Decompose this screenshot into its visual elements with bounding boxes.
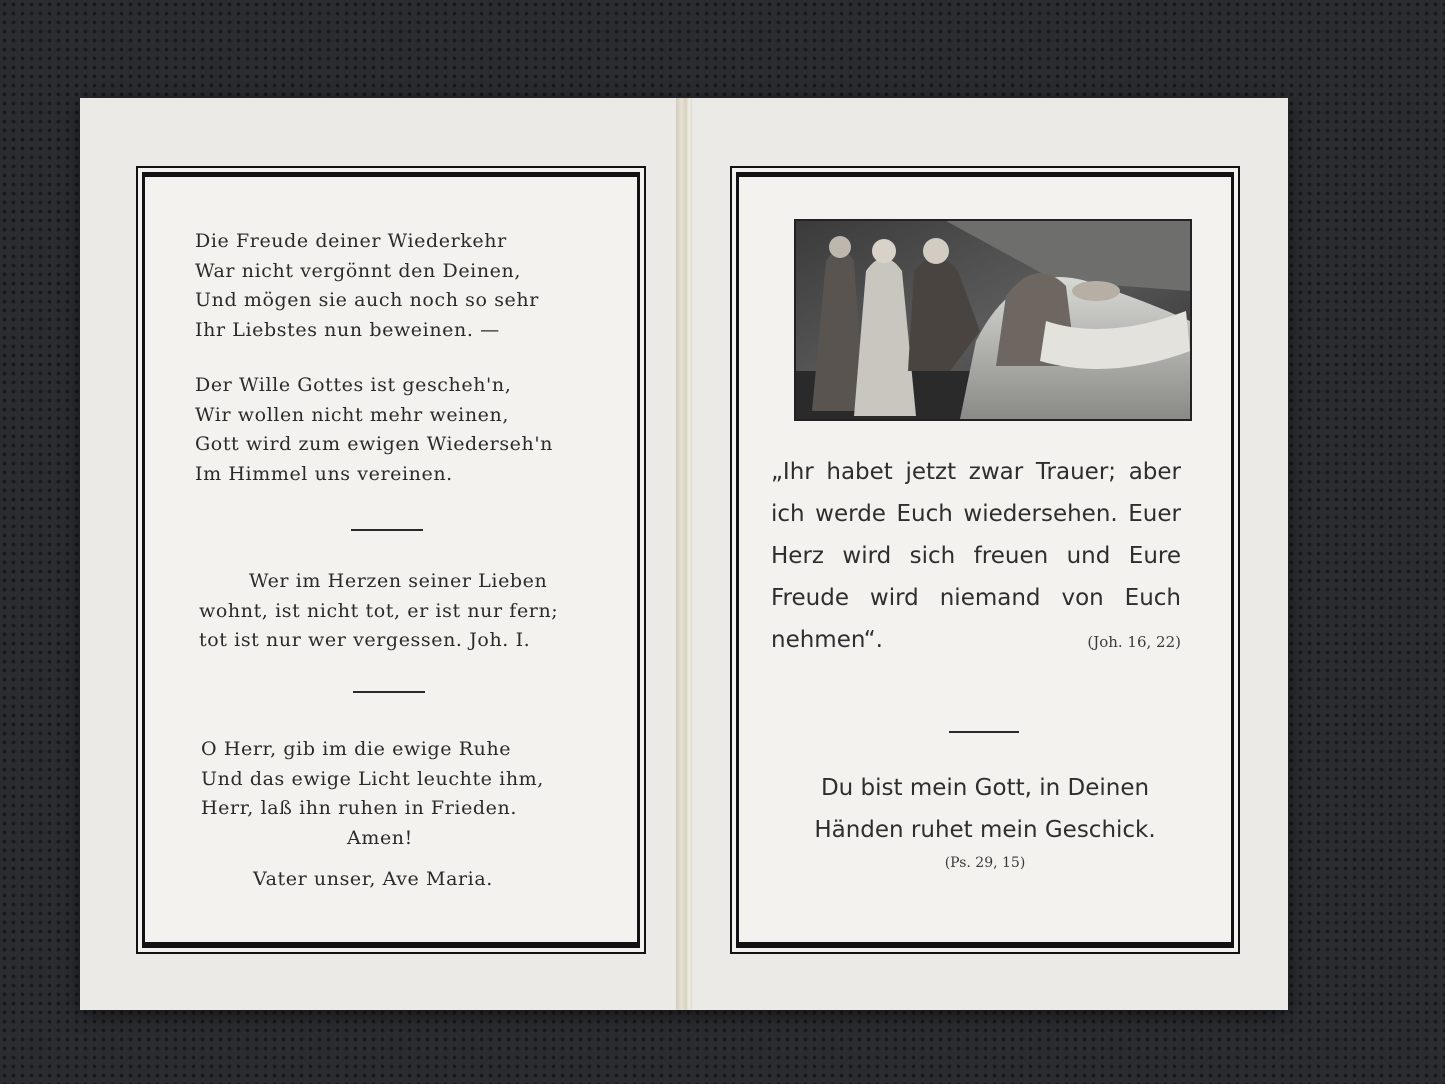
verse-line: Händen ruhet mein Geschick. (814, 817, 1156, 843)
verse-line: Du bist mein Gott, in Deinen (820, 775, 1150, 801)
right-mourning-border (736, 172, 1234, 948)
quote-line: „Ihr habet jetzt zwar Trauer; aber (771, 459, 1181, 485)
stanza-line: Wir wollen nicht mehr weinen, (195, 403, 509, 426)
stanza-line: Ihr Liebstes nun beweinen. — (195, 318, 500, 341)
stanza-line: Die Freude deiner Wiederkehr (195, 230, 507, 252)
stanza-line: tot ist nur wer vergessen. Joh. I. (199, 629, 531, 651)
divider (353, 691, 425, 693)
stanza-line: Der Wille Gottes ist gescheh'n, (195, 374, 512, 396)
stanza-line: War nicht vergönnt den Deinen, (195, 259, 521, 282)
prayer-line: O Herr, gib im die ewige Ruhe (201, 738, 512, 760)
quote-line: Herz wird sich freuen und Eure (771, 543, 1181, 569)
prayer-amen: Amen! (347, 826, 413, 849)
divider (949, 731, 1019, 733)
quote-reference: (Joh. 16, 22) (1087, 633, 1181, 651)
stanza-2 (195, 371, 553, 489)
memorial-card (80, 98, 1288, 1010)
stanza-line: wohnt, ist nicht tot, er ist nur fern; (199, 599, 559, 622)
divider (351, 529, 423, 531)
verse-reference: (Ps. 29, 15) (944, 855, 1026, 871)
stanza-line: Und mögen sie auch noch so sehr (195, 289, 539, 311)
quote-line: nehmen“. (771, 627, 883, 653)
quote-line: Freude wird niemand von Euch (771, 585, 1181, 611)
stanza-line: Im Himmel uns vereinen. (195, 462, 453, 485)
left-mourning-border (142, 172, 640, 948)
quote-last-line (771, 619, 1181, 663)
stanza-1 (195, 227, 539, 345)
prayer (201, 735, 544, 853)
prayer-line: Herr, laß ihn ruhen in Frieden. (201, 797, 517, 819)
psalm-verse (739, 767, 1231, 851)
bible-quote (771, 451, 1181, 663)
stanza-line: Wer im Herzen seiner Lieben (249, 570, 548, 592)
stanza-line: Gott wird zum ewigen Wiederseh'n (195, 433, 554, 455)
prayer-line: Und das ewige Licht leuchte ihm, (201, 767, 544, 790)
left-page (80, 98, 678, 1010)
quote-line: ich werde Euch wiedersehen. Euer (771, 501, 1181, 527)
right-page (692, 98, 1288, 1010)
stanza-3 (199, 567, 558, 656)
lamentation-painting (794, 219, 1192, 421)
painting-image (796, 221, 1190, 419)
closing-prayers: Vater unser, Ave Maria. (253, 868, 493, 890)
